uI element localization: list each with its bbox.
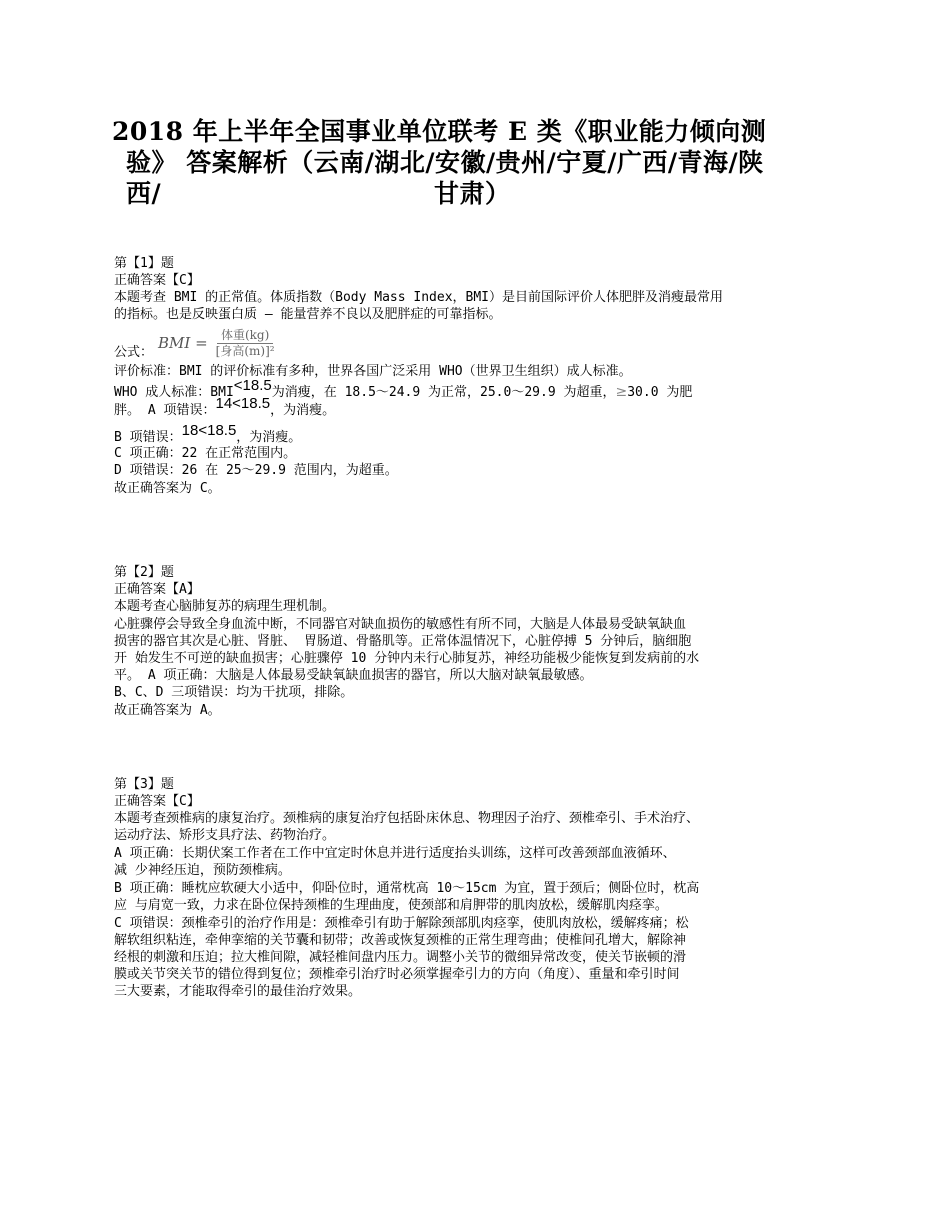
option-a-line bbox=[114, 395, 844, 418]
question-3-heading: 第【3】题 bbox=[114, 777, 174, 792]
question-2-paragraph-line: 平。 A 项正确：大脑是人体最易受缺氧缺血损害的器官，所以大脑对缺氧最敏感。 bbox=[114, 668, 593, 683]
option-b-value: 18<18.5 bbox=[181, 422, 237, 439]
question-2-paragraph-line: 开 始发生不可逆的缺血损害；心脏骤停 10 分钟内未行心肺复苏，神经功能极少能恢复到发病前的水 bbox=[114, 651, 700, 666]
question-3-option-c-line: 解软组织粘连，牵伸挛缩的关节囊和韧带；改善或恢复颈椎的正常生理弯曲；使椎间孔增大，解除神 bbox=[114, 933, 687, 948]
title-line-3-right: 甘肃） bbox=[434, 179, 511, 208]
document-title bbox=[112, 116, 852, 209]
question-3-option-c-line: 膜或关节突关节的错位得到复位；颈椎牵引治疗时必须掌握牵引力的方向（角度）、重量和牵引时间 bbox=[114, 967, 680, 982]
question-1-conclusion: 故正确答案为 C。 bbox=[114, 481, 221, 496]
question-3-intro-line: 运动疗法、矫形支具疗法、药物治疗。 bbox=[114, 828, 336, 843]
question-1-section bbox=[114, 255, 844, 497]
question-3-option-a-line: 减 少神经压迫，预防颈椎病。 bbox=[114, 863, 291, 878]
title-line-2: 验》 答案解析（云南/湖北/安徽/贵州/宁夏/广西/青海/陕 bbox=[126, 148, 764, 177]
question-1-heading: 第【1】题 bbox=[114, 256, 174, 271]
evaluation-standard-line: 评价标准：BMI 的评价标准有多种，世界各国广泛采用 WHO（世界卫生组织）成人标准。 bbox=[114, 364, 632, 379]
question-1-paragraph-line: 本题考查 BMI 的正常值。体质指数（Body Mass Index，BMI）是目前国际评价人体肥胖及消瘦最常用 bbox=[114, 290, 724, 305]
greater-equal-symbol: ≥ bbox=[615, 384, 628, 400]
option-a-value: 14<18.5 bbox=[215, 395, 271, 412]
question-2-answer: 正确答案【A】 bbox=[114, 582, 200, 597]
option-b-prefix: B 项错误： bbox=[114, 430, 182, 445]
question-3-option-c-line: 经根的刺激和压迫；拉大椎间隙，减轻椎间盘内压力。调整小关节的微细异常改变，使关节嵌顿的滑 bbox=[114, 950, 687, 965]
question-3-section bbox=[114, 776, 844, 1000]
option-a-suffix: ，为消瘦。 bbox=[270, 403, 336, 418]
who-threshold: <18.5 bbox=[233, 377, 272, 394]
question-3-option-b-line: B 项正确：睡枕应软硬大小适中，仰卧位时，通常枕高 10～15cm 为宜，置于颈后；侧卧位时，枕高 bbox=[114, 881, 700, 896]
fat-line-prefix: 胖。 A 项错误： bbox=[114, 403, 216, 418]
question-3-answer: 正确答案【C】 bbox=[114, 794, 200, 809]
question-2-bcd-line: B、C、D 三项错误：均为干扰项，排除。 bbox=[114, 685, 354, 700]
question-3-option-c-line: 三大要素，才能取得牵引的最佳治疗效果。 bbox=[114, 984, 362, 999]
question-3-option-b-line: 应 与肩宽一致，力求在卧位保持颈椎的生理曲度，使颈部和肩胛带的肌肉放松，缓解肌肉痉挛。 bbox=[114, 898, 668, 913]
question-1-answer: 正确答案【C】 bbox=[114, 273, 200, 288]
bmi-formula bbox=[158, 323, 277, 363]
title-line-1: 2018 年上半年全国事业单位联考 E 类《职业能力倾向测 bbox=[112, 117, 767, 146]
option-b-suffix: ，为消瘦。 bbox=[236, 430, 302, 445]
who-middle: 为消瘦，在 18.5～24.9 为正常，25.0～29.9 为超重， bbox=[271, 385, 616, 400]
question-2-section bbox=[114, 564, 844, 719]
who-prefix: WHO 成人标准：BMI bbox=[114, 385, 234, 400]
option-d-line: D 项错误：26 在 25～29.9 范围内，为超重。 bbox=[114, 463, 398, 478]
who-end: 30.0 为肥 bbox=[627, 385, 693, 400]
question-3-option-c-line: C 项错误：颈椎牵引的治疗作用是：颈椎牵引有助于解除颈部肌肉痉挛，使肌肉放松，缓解疼痛；松 bbox=[114, 916, 689, 931]
title-line-3 bbox=[112, 178, 852, 209]
question-1-paragraph-line: 的指标。也是反映蛋白质 – 能量营养不良以及肥胖症的可靠指标。 bbox=[114, 307, 502, 322]
question-2-conclusion: 故正确答案为 A。 bbox=[114, 703, 221, 718]
option-b-line bbox=[114, 422, 844, 445]
question-2-intro: 本题考查心脑肺复苏的病理生理机制。 bbox=[114, 599, 336, 614]
question-3-option-a-line: A 项正确：长期伏案工作者在工作中宜定时休息并进行适度抬头训练，这样可改善颈部血液循环、 bbox=[114, 846, 676, 861]
formula-fraction bbox=[214, 328, 277, 359]
formula-numerator: 体重(kg) bbox=[217, 328, 273, 344]
question-2-paragraph-line: 心脏骤停会导致全身血流中断，不同器官对缺血损伤的敏感性有所不同，大脑是人体最易受缺氧缺血 bbox=[114, 617, 687, 632]
formula-lhs: BMI = bbox=[158, 333, 208, 352]
question-2-heading: 第【2】题 bbox=[114, 565, 174, 580]
question-3-intro-line: 本题考查颈椎病的康复治疗。颈椎病的康复治疗包括卧床休息、物理因子治疗、颈椎牵引、手术治疗、 bbox=[114, 811, 700, 826]
bmi-formula-row bbox=[114, 323, 844, 363]
formula-denominator: [身高(m)]² bbox=[215, 343, 275, 358]
option-c-line: C 项正确：22 在正常范围内。 bbox=[114, 446, 297, 461]
formula-label: 公式： bbox=[114, 345, 154, 360]
question-2-paragraph-line: 损害的器官其次是心脏、肾脏、 胃肠道、骨骼肌等。正常体温情况下，心脏停搏 5 分钟后，脑细胞 bbox=[114, 634, 692, 649]
title-line-3-left: 西/ bbox=[126, 179, 162, 208]
